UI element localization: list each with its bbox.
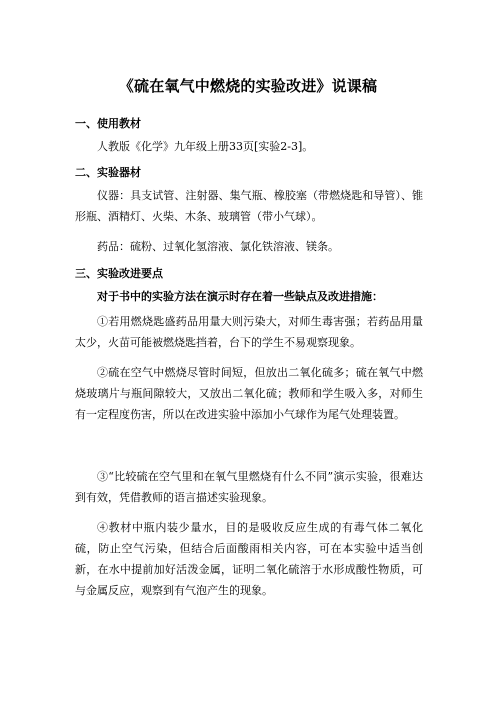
- improvement-point-2: ②硫在空气中燃烧尽管时间短，但放出二氧化硫多；硫在氧气中燃烧玻璃片与瓶间隙较大，又放出二氧化硫；教师和学生吸入多，对师生有一定程度伤害，所以在改进实验中添加小气球作为尾气处理装置。: [75, 366, 423, 421]
- section-heading-equipment: 二、实验器材: [75, 166, 141, 179]
- improvements-intro: 对于书中的实验方法在演示时存在着一些缺点及改进措施：: [97, 290, 383, 303]
- section-heading-textbook: 一、使用教材: [75, 117, 141, 130]
- improvement-point-1: ①若用燃烧匙盛药品用量大则污染大，对师生毒害强；若药品用量太少，火苗可能被燃烧匙挡着，台下的学生不易观察现象。: [75, 315, 423, 349]
- improvement-point-3: ③“比较硫在空气里和在氧气里燃烧有什么不同”演示实验，很难达到有效，凭借教师的语言描述实验现象。: [75, 470, 423, 504]
- reagents-paragraph: 药品：硫粉、过氧化氢溶液、氯化铁溶液、镁条。: [97, 240, 339, 253]
- improvement-point-4: ④教材中瓶内装少量水，目的是吸收反应生成的有毒气体二氧化硫，防止空气污染，但结合后面酸雨相关内容，可在本实验中适当创新，在水中提前加好活泼金属，证明二氧化硫溶于水形成酸性物质，可与金属反应，观察到有气泡产生的现象。: [75, 521, 423, 597]
- document-title: 《硫在氧气中燃烧的实验改进》说课稿: [118, 77, 378, 95]
- instruments-paragraph: 仪器：具支试管、注射器、集气瓶、橡胶塞（带燃烧匙和导管）、锥形瓶、酒精灯、火柴、木条、玻璃管（带小气球）。: [75, 189, 423, 223]
- textbook-paragraph: 人教版《化学》九年级上册33页[实验2-3]。: [97, 140, 314, 153]
- section-heading-improvements: 三、实验改进要点: [75, 267, 163, 280]
